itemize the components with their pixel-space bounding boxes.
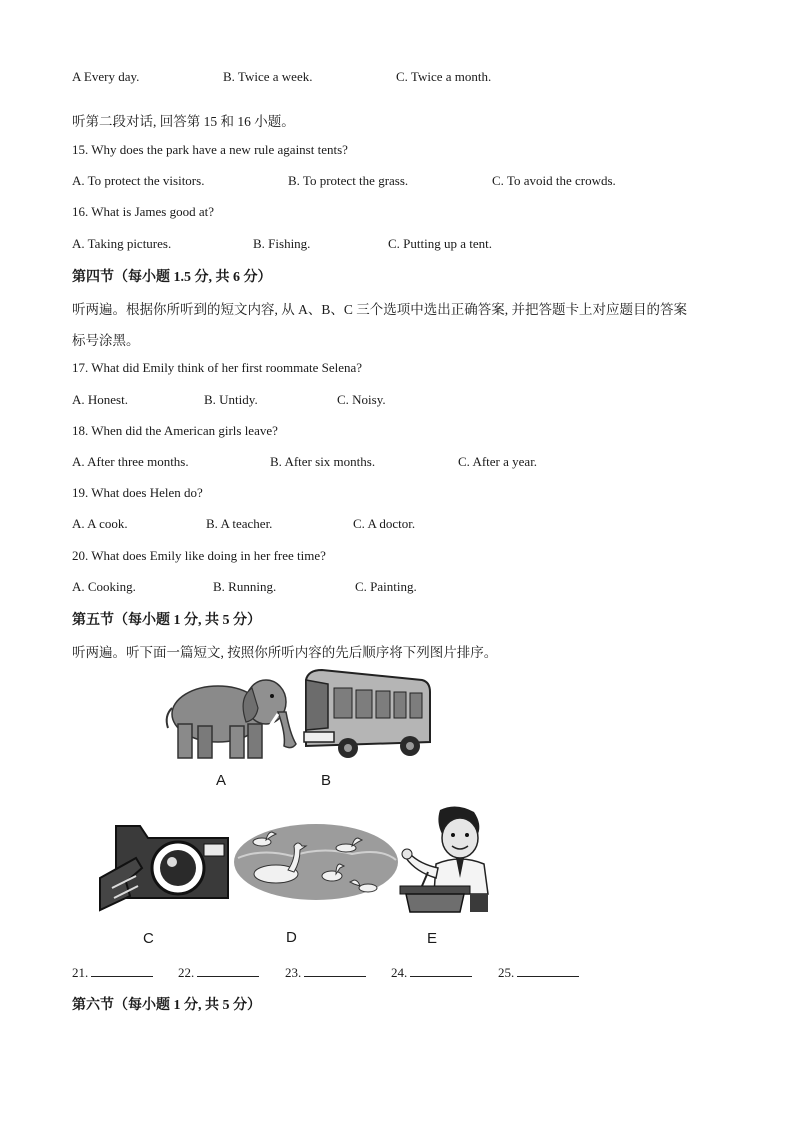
answer-blank-24[interactable] xyxy=(391,964,472,981)
q20-option-c: C. Painting. xyxy=(355,579,417,594)
q15-option-a: A. To protect the visitors. xyxy=(72,173,205,188)
picture-label-e: E xyxy=(427,930,438,947)
camera-icon xyxy=(96,818,232,914)
blank-number: 24. xyxy=(391,965,408,980)
blank-number: 25. xyxy=(498,965,515,980)
section2-instruction: 听第二段对话, 回答第 15 和 16 小题。 xyxy=(72,114,295,129)
picture-label-c: C xyxy=(143,930,154,947)
q18-option-a: A. After three months. xyxy=(72,454,189,469)
blank-number: 21. xyxy=(72,965,89,980)
q15-option-b: B. To protect the grass. xyxy=(288,173,409,188)
picture-label-b: B xyxy=(321,772,332,789)
q17-option-c: C. Noisy. xyxy=(337,392,386,407)
ducks-pond-icon xyxy=(232,818,400,902)
q20-question: 20. What does Emily like doing in her free time? xyxy=(72,548,326,563)
part6-heading: 第六节（每小题 1 分, 共 5 分） xyxy=(72,998,261,1013)
bus-icon xyxy=(298,666,432,764)
q18-option-b: B. After six months. xyxy=(270,454,376,469)
blank-line xyxy=(410,964,472,977)
q16-question: 16. What is James good at? xyxy=(72,204,215,219)
q16-option-c: C. Putting up a tent. xyxy=(388,236,492,251)
blank-line xyxy=(91,964,153,977)
q16-option-a: A. Taking pictures. xyxy=(72,236,172,251)
picture-label-a: A xyxy=(216,772,227,789)
blank-number: 22. xyxy=(178,965,195,980)
q19-question: 19. What does Helen do? xyxy=(72,485,203,500)
q18-question: 18. When did the American girls leave? xyxy=(72,423,278,438)
blank-line xyxy=(517,964,579,977)
part4-instruction-line2: 标号涂黑。 xyxy=(72,333,140,348)
q14-option-c: C. Twice a month. xyxy=(396,69,492,84)
q15-option-c: C. To avoid the crowds. xyxy=(492,173,616,188)
speaker-podium-icon xyxy=(398,802,494,914)
blank-line xyxy=(197,964,259,977)
q15-question: 15. Why does the park have a new rule against tents? xyxy=(72,142,348,157)
q17-question: 17. What did Emily think of her first roommate Selena? xyxy=(72,360,363,375)
q14-option-b: B. Twice a week. xyxy=(223,69,313,84)
q20-option-b: B. Running. xyxy=(213,579,277,594)
blank-number: 23. xyxy=(285,965,302,980)
q14-option-a: A Every day. xyxy=(72,69,140,84)
part4-heading: 第四节（每小题 1.5 分, 共 6 分） xyxy=(72,270,272,285)
blank-line xyxy=(304,964,366,977)
picture-label-d: D xyxy=(286,929,297,946)
answer-blank-25[interactable] xyxy=(498,964,579,981)
q17-option-b: B. Untidy. xyxy=(204,392,258,407)
elephant-icon xyxy=(160,668,300,766)
part4-instruction-line1: 听两遍。根据你所听到的短文内容, 从 A、B、C 三个选项中选出正确答案, 并把答题卡上对应题目的答案 xyxy=(72,302,688,317)
answer-blank-21[interactable] xyxy=(72,964,153,981)
q20-option-a: A. Cooking. xyxy=(72,579,136,594)
answer-blank-23[interactable] xyxy=(285,964,366,981)
q17-option-a: A. Honest. xyxy=(72,392,128,407)
q16-option-b: B. Fishing. xyxy=(253,236,311,251)
q19-option-a: A. A cook. xyxy=(72,516,128,531)
part5-instruction: 听两遍。听下面一篇短文, 按照你所听内容的先后顺序将下列图片排序。 xyxy=(72,645,498,660)
q19-option-c: C. A doctor. xyxy=(353,516,416,531)
answer-blank-22[interactable] xyxy=(178,964,259,981)
part5-heading: 第五节（每小题 1 分, 共 5 分） xyxy=(72,613,261,628)
q19-option-b: B. A teacher. xyxy=(206,516,273,531)
q18-option-c: C. After a year. xyxy=(458,454,538,469)
